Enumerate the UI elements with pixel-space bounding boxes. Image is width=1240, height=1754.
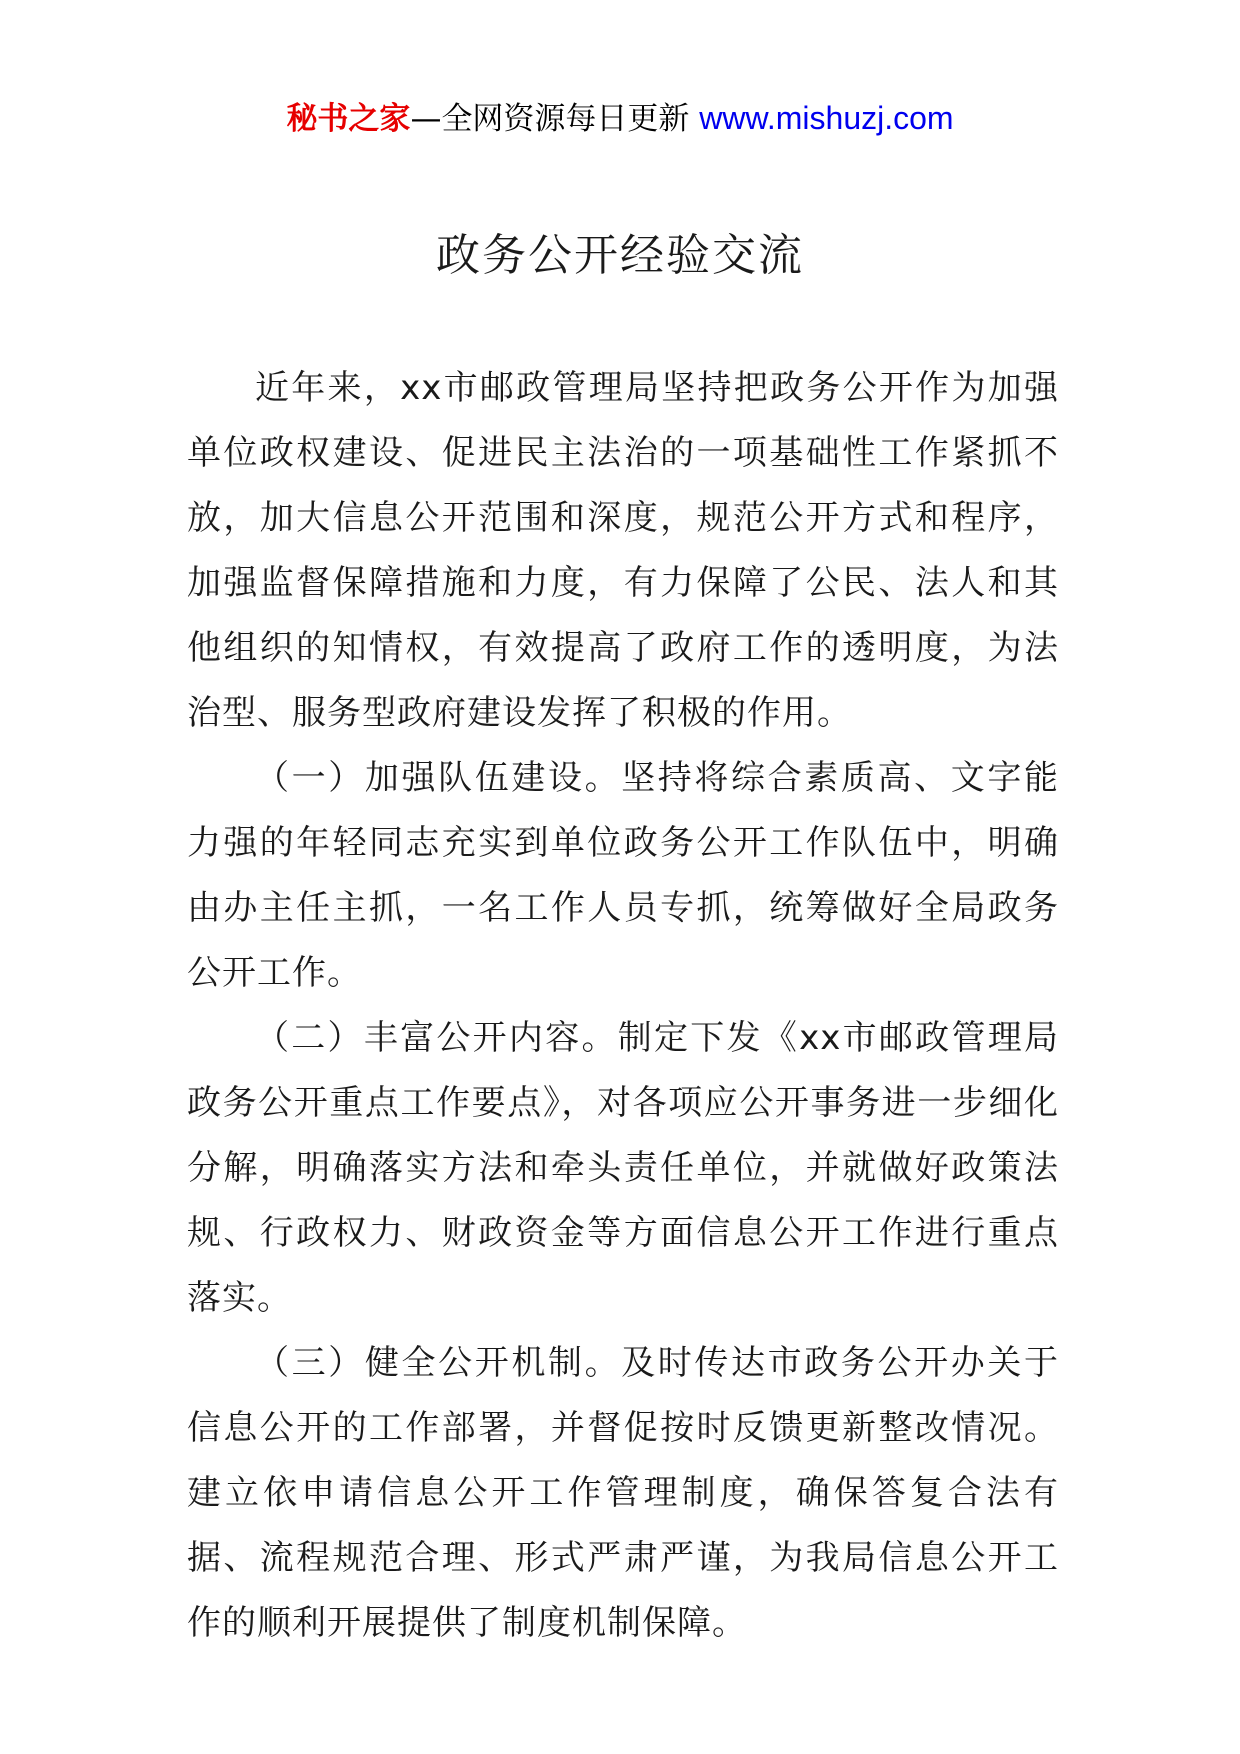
document-title: 政务公开经验交流 [436, 230, 804, 281]
header-tagline: —全网资源每日更新 [410, 101, 690, 137]
page-header [0, 98, 1240, 139]
paragraph-intro: 近年来，xx市邮政管理局坚持把政务公开作为加强单位政权建设、促进民主法治的一项基础性工作紧抓不放，加大信息公开范围和深度，规范公开方式和程序，加强监督保障措施和力度，有力保障了公民、法人和其他组织的知情权，有效提高了政府工作的透明度，为法治型、服务型政府建设发挥了积极的作用。 [187, 368, 1059, 733]
paragraph-section-2: （二）丰富公开内容。制定下发《xx市邮政管理局政务公开重点工作要点》，对各项应公开事务进一步细化分解，明确落实方法和牵头责任单位，并就做好政策法规、行政权力、财政资金等方面信息公开工作进行重点落实。 [187, 1018, 1059, 1318]
paragraph-section-3: （三）健全公开机制。及时传达市政务公开办关于信息公开的工作部署，并督促按时反馈更新整改情况。建立依申请信息公开工作管理制度，确保答复合法有据、流程规范合理、形式严肃严谨，为我局信息公开工作的顺利开展提供了制度机制保障。 [187, 1343, 1059, 1643]
brand-name: 秘书之家 [286, 101, 411, 137]
website-link[interactable]: www.mishuzj.com [699, 100, 954, 136]
document-body [187, 356, 1059, 1656]
paragraph-section-1: （一）加强队伍建设。坚持将综合素质高、文字能力强的年轻同志充实到单位政务公开工作队伍中，明确由办主任主抓，一名工作人员专抓，统筹做好全局政务公开工作。 [187, 758, 1059, 993]
